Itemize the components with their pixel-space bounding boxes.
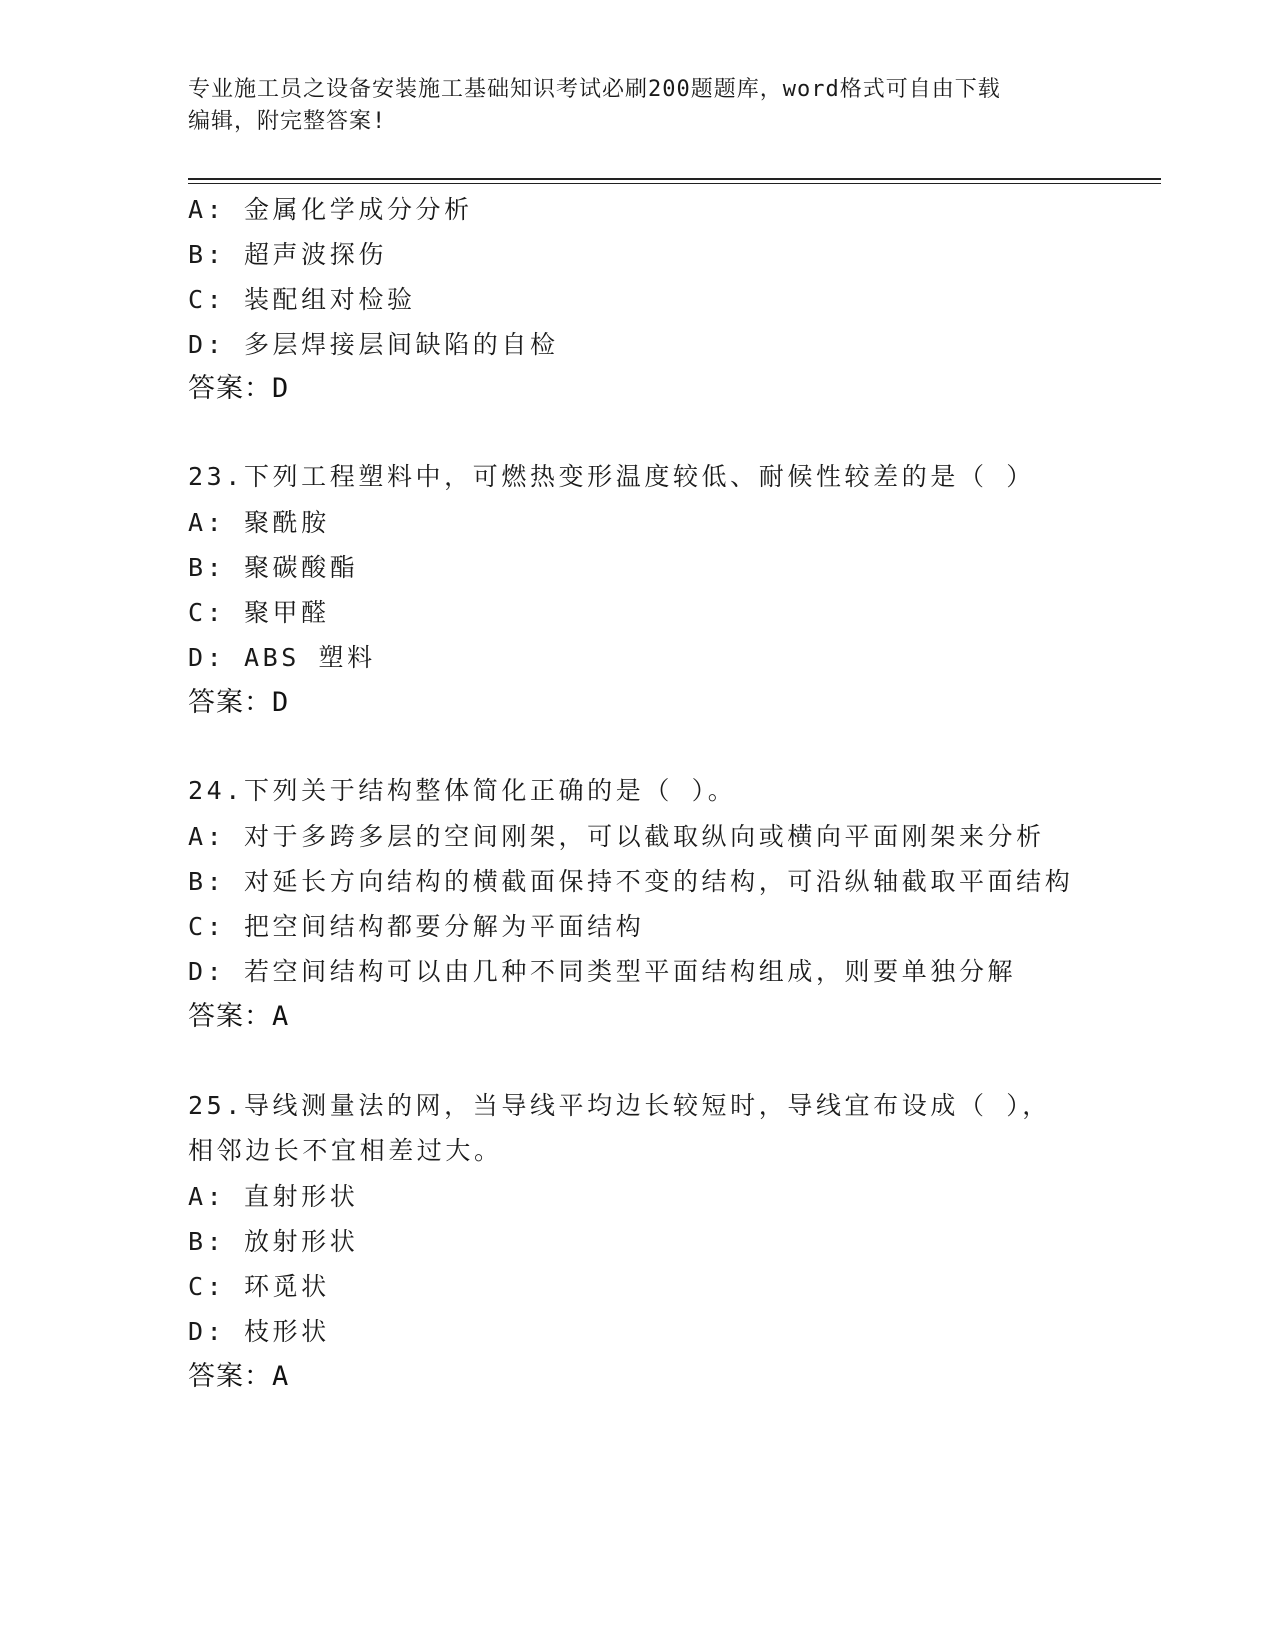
q22-answer — [188, 372, 288, 406]
q25-option-c: C: 环觅状 — [188, 1272, 330, 1301]
q25-answer — [188, 1360, 288, 1394]
q22-option-a: A: 金属化学成分分析 — [188, 195, 473, 224]
q22-option-d: D: 多层焊接层间缺陷的自检 — [188, 330, 559, 359]
q23-option-b: B: 聚碳酸酯 — [188, 553, 359, 582]
q25-option-a: A: 直射形状 — [188, 1182, 359, 1211]
answer-value: D — [272, 373, 289, 404]
q23-option-c: C: 聚甲醛 — [188, 598, 330, 627]
q23-question: 23.下列工程塑料中，可燃热变形温度较低、耐候性较差的是（ ） — [188, 462, 1035, 491]
q24-question: 24.下列关于结构整体简化正确的是（ ）。 — [188, 776, 737, 805]
q25-option-b: B: 放射形状 — [188, 1227, 359, 1256]
answer-value: D — [272, 687, 289, 718]
answer-label: 答案： — [188, 687, 272, 718]
q24-answer — [188, 1000, 288, 1034]
q25-question-line-2: 相邻边长不宜相差过大。 — [188, 1136, 503, 1165]
q24-option-d: D: 若空间结构可以由几种不同类型平面结构组成，则要单独分解 — [188, 957, 1017, 986]
answer-label: 答案： — [188, 1361, 272, 1392]
q23-answer — [188, 686, 288, 720]
answer-label: 答案： — [188, 1001, 272, 1032]
q24-option-c: C: 把空间结构都要分解为平面结构 — [188, 912, 645, 941]
header-divider-thick — [188, 178, 1161, 180]
q23-option-d: D: ABS 塑料 — [188, 643, 376, 672]
q25-option-d: D: 枝形状 — [188, 1317, 330, 1346]
q23-option-a: A: 聚酰胺 — [188, 508, 330, 537]
answer-value: A — [272, 1361, 289, 1392]
header-title-line-2: 编辑，附完整答案! — [188, 109, 387, 134]
document-header — [188, 74, 1068, 138]
header-title-line-1: 专业施工员之设备安装施工基础知识考试必刷200题题库，word格式可自由下载 — [188, 77, 1001, 102]
q22-option-c: C: 装配组对检验 — [188, 285, 416, 314]
q25-question-line-1: 25.导线测量法的网，当导线平均边长较短时，导线宜布设成（ ）， — [188, 1091, 1051, 1120]
header-divider-thin — [188, 183, 1161, 184]
q24-option-b: B: 对延长方向结构的横截面保持不变的结构，可沿纵轴截取平面结构 — [188, 867, 1074, 896]
q22-option-b: B: 超声波探伤 — [188, 240, 387, 269]
answer-value: A — [272, 1001, 289, 1032]
q24-option-a: A: 对于多跨多层的空间刚架，可以截取纵向或横向平面刚架来分析 — [188, 822, 1045, 851]
answer-label: 答案： — [188, 373, 272, 404]
